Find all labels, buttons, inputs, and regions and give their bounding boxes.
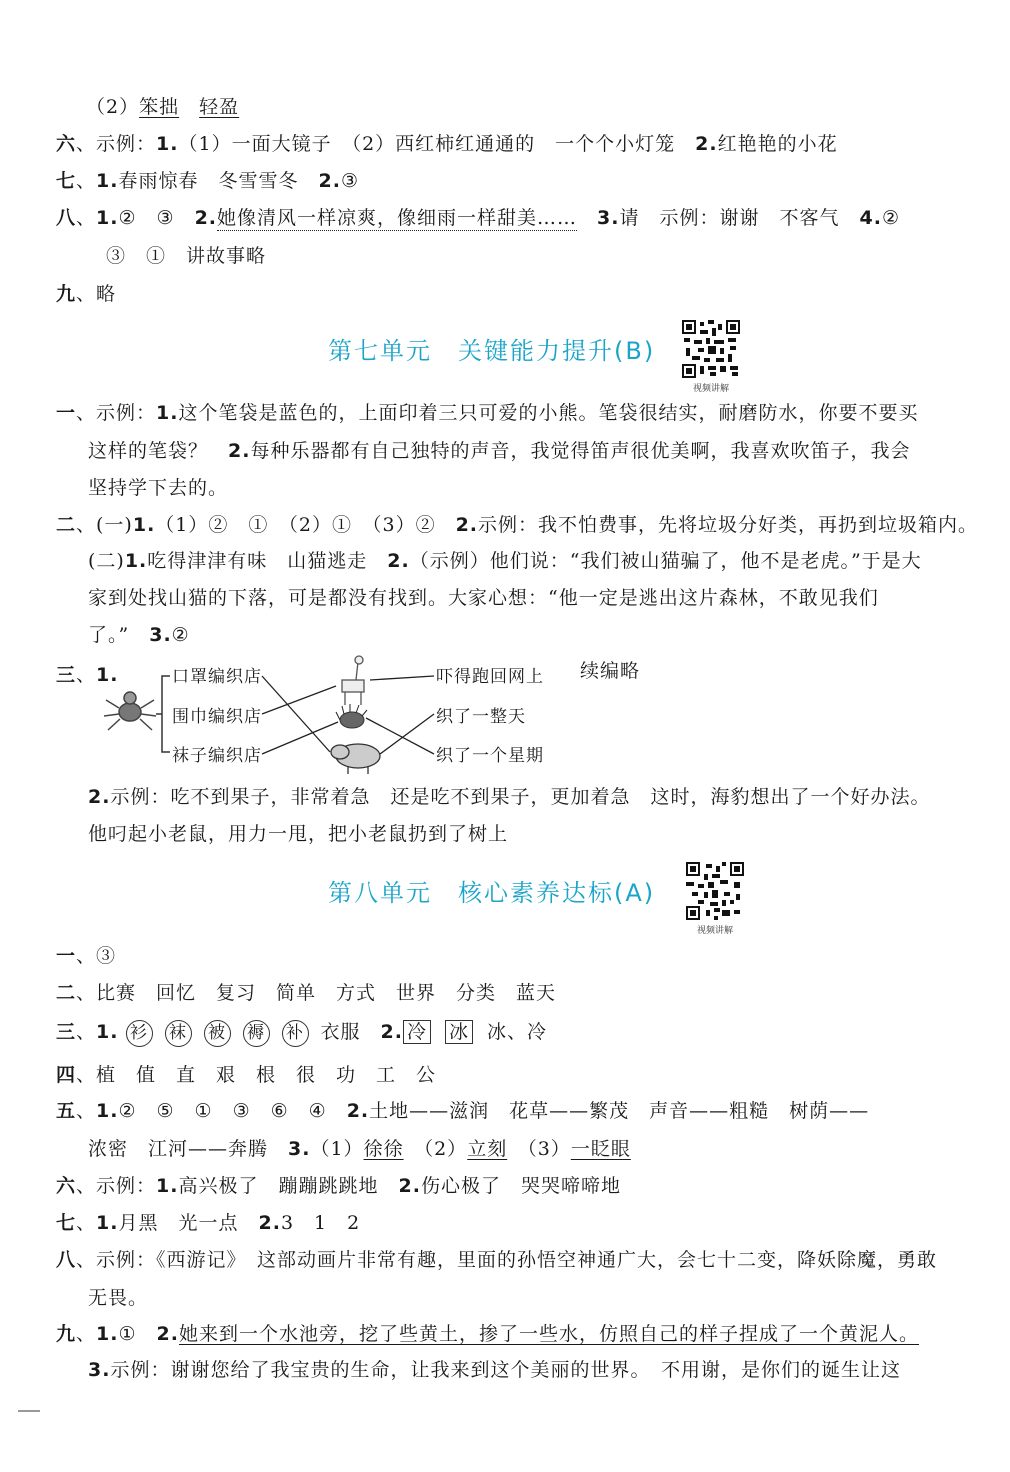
text: 3 1 2 — [280, 1212, 361, 1234]
text: 、③ — [76, 945, 117, 967]
item-number: 2. — [156, 1323, 179, 1345]
text: ② — [881, 207, 901, 229]
item-number: 1. — [96, 1100, 119, 1122]
text: 请 示例：谢谢 不客气 — [619, 207, 860, 229]
spider-icon — [104, 692, 156, 730]
item-number: 1. — [156, 402, 179, 424]
section-number: 七 — [56, 170, 77, 192]
text: 无畏。 — [88, 1287, 149, 1309]
text: 、比赛 回忆 复习 简单 方式 世界 分类 蓝天 — [76, 982, 557, 1004]
item-number: 1. — [132, 514, 156, 536]
text: 、示例： — [76, 402, 157, 424]
answer-line — [106, 243, 1010, 269]
qr-code-icon[interactable] — [686, 862, 744, 920]
answer-line — [88, 548, 1010, 574]
text: 、 — [76, 1323, 97, 1345]
text: 、略 — [76, 283, 117, 305]
diagram-label: 袜子编织店 — [172, 746, 262, 766]
circled-char: 衫 — [126, 1020, 153, 1047]
section-number: 三 — [56, 664, 77, 686]
section-number: 二 — [56, 514, 77, 536]
text: 春雨惊春 冬雪雪冬 — [118, 170, 319, 192]
text: （2） — [86, 96, 140, 118]
text: （3） — [527, 1138, 571, 1160]
text: 红艳艳的小花 — [717, 133, 838, 155]
item-number: 2. — [228, 440, 251, 462]
text: 、示例： — [76, 1175, 157, 1197]
answer-line — [88, 1285, 1010, 1311]
text: 每种乐器都有自己独特的声音，我觉得笛声很优美啊，我喜欢吹笛子，我会 — [250, 440, 911, 462]
unit-title: 第七单元 关键能力提升(B) — [328, 337, 656, 365]
qr-code-icon[interactable] — [682, 320, 740, 378]
text: 了。” — [88, 624, 150, 646]
text: 、植 值 直 艰 根 很 功 工 公 — [76, 1064, 437, 1086]
answer-line — [88, 784, 1010, 810]
item-number: 2. — [695, 133, 718, 155]
underlined-answer: 笨拙 — [139, 96, 180, 118]
giraffe-icon — [342, 656, 364, 705]
answer-line — [56, 512, 1010, 538]
item-number: 1. — [96, 1021, 119, 1043]
text: （1） — [310, 1138, 364, 1160]
text: 、 — [76, 1021, 97, 1043]
text: （示例）他们说：“我们被山猫骗了，他不是老虎。”于是大 — [409, 550, 922, 572]
text: (二) — [88, 550, 125, 572]
text — [577, 207, 597, 229]
answer-line — [88, 1136, 1010, 1162]
section-number: 八 — [56, 1249, 77, 1271]
text: 示例：吃不到果子，非常着急 还是吃不到果子，更加着急 这时，海豹想出了一个好办法。 — [110, 786, 931, 808]
text: 、(一) — [76, 514, 133, 536]
text: 吃得津津有味 山猫逃走 — [147, 550, 388, 572]
underlined-answer: 轻盈 — [199, 96, 240, 118]
answer-line — [88, 622, 1010, 648]
section-number: 一 — [56, 945, 77, 967]
answer-line — [56, 1210, 1010, 1236]
item-number: 3. — [597, 207, 620, 229]
section-number: 三 — [56, 1021, 77, 1043]
item-number: 1. — [96, 664, 119, 686]
answer-line — [56, 1062, 1010, 1088]
answer-line — [56, 168, 1010, 194]
answer-line — [88, 585, 1010, 611]
text: 这样的笔袋？ — [88, 440, 229, 462]
section-number: 六 — [56, 133, 77, 155]
underlined-answer: 一眨眼 — [570, 1138, 631, 1160]
text: 土地——滋润 花草——繁茂 声音——粗糙 树荫—— — [369, 1100, 870, 1122]
answer-line — [56, 400, 1010, 426]
section-number: 二 — [56, 982, 77, 1004]
text: 他叼起小老鼠，用力一甩，把小老鼠扔到了树上 — [88, 823, 509, 845]
qr-caption: 视频讲解 — [696, 926, 733, 936]
boxed-char: 冷 — [403, 1020, 431, 1044]
answer-line — [56, 943, 1010, 969]
section-number: 一 — [56, 402, 77, 424]
underlined-answer: 徐徐 — [363, 1138, 404, 1160]
item-number: 3. — [149, 624, 172, 646]
item-number: 3. — [88, 1359, 111, 1381]
text: ① — [118, 1323, 157, 1345]
answer-line — [56, 281, 1010, 307]
text: 伤心极了 哭哭啼啼地 — [420, 1175, 621, 1197]
text: 高兴极了 蹦蹦跳跳地 — [178, 1175, 399, 1197]
text: 浓密 江河——奔腾 — [88, 1138, 289, 1160]
text: 、示例： — [76, 133, 157, 155]
answer-line — [56, 205, 1010, 231]
text: 、 — [76, 1212, 97, 1234]
circled-char: 袜 — [165, 1020, 192, 1047]
answer-line — [88, 1357, 1010, 1383]
item-number: 1. — [156, 1175, 179, 1197]
diagram-label: 织了一整天 — [436, 707, 526, 727]
text: 示例：我不怕费事，先将垃圾分好类，再扔到垃圾箱内。 — [478, 514, 979, 536]
diagram-label: 口罩编织店 — [172, 667, 262, 687]
section-number: 九 — [56, 1323, 77, 1345]
text: 示例：谢谢您给了我宝贵的生命，让我来到这个美丽的世界。 不用谢，是你们的诞生让这 — [110, 1359, 901, 1381]
section-number: 八 — [56, 207, 77, 229]
item-number: 2. — [258, 1212, 281, 1234]
text: （1）② ① （2）① （3）② — [155, 514, 456, 536]
item-number: 1. — [156, 133, 179, 155]
section-number: 九 — [56, 283, 77, 305]
item-number: 3. — [288, 1138, 311, 1160]
answer-line — [56, 1247, 1010, 1273]
item-number: 2. — [398, 1175, 421, 1197]
diagram-note: 续编略 — [580, 660, 641, 682]
text: 坚持学下去的。 — [88, 477, 229, 499]
text: （2） — [423, 1138, 468, 1160]
text: ② — [171, 624, 190, 646]
item-number: 1. — [96, 207, 119, 229]
item-number: 2. — [194, 207, 218, 229]
underlined-answer: 她来到一个水池旁，挖了些黄土，掺了一些水，仿照自己的样子捏成了一个黄泥人。 — [178, 1323, 919, 1345]
answer-line — [88, 821, 1010, 847]
answer-line — [56, 131, 1010, 157]
circled-char: 被 — [204, 1020, 231, 1047]
answer-line — [56, 1098, 1010, 1124]
item-number: 2. — [380, 1021, 403, 1043]
item-number: 1. — [96, 1323, 119, 1345]
diagram-label: 围巾编织店 — [172, 707, 262, 727]
text: ③ ① 讲故事略 — [106, 245, 267, 267]
text: 、 — [76, 664, 97, 686]
unit-title: 第八单元 核心素养达标(A) — [328, 879, 656, 907]
text: 、 — [76, 170, 97, 192]
circled-char: 补 — [282, 1020, 309, 1047]
hedgehog-icon — [336, 704, 367, 728]
text: （1）一面大镜子 （2）西红柿红通通的 一个个小灯笼 — [178, 133, 696, 155]
item-number: 4. — [859, 207, 882, 229]
qr-caption: 视频讲解 — [692, 384, 729, 394]
text: 、示例：《西游记》 这部动画片非常有趣，里面的孙悟空神通广大，会七十二变，降妖除魔，勇敢 — [76, 1249, 938, 1271]
item-number: 2. — [318, 170, 341, 192]
text: 家到处找山猫的下落，可是都没有找到。大家心想：“他一定是逃出这片森林，不敢见我们 — [88, 587, 879, 609]
section-number: 五 — [56, 1100, 77, 1122]
answer-line — [56, 1173, 1010, 1199]
diagram-label: 织了一个星期 — [436, 746, 544, 766]
item-number: 2. — [346, 1100, 370, 1122]
underlined-answer: 立刻 — [467, 1138, 508, 1160]
answer-line — [86, 94, 1010, 120]
text: ② ⑤ ① ③ ⑥ ④ — [118, 1100, 347, 1122]
answer-line — [56, 980, 1010, 1006]
item-number: 2. — [387, 550, 410, 572]
item-number: 2. — [455, 514, 479, 536]
circled-char: 褥 — [243, 1020, 270, 1047]
text: 冰、冷 — [487, 1021, 548, 1043]
dotted-underline-answer: 她像清风一样凉爽，像细雨一样甜美…… — [217, 207, 578, 229]
text: ② ③ — [118, 207, 195, 229]
text: 这个笔袋是蓝色的，上面印着三只可爱的小熊。笔袋很结实，耐磨防水，你要不要买 — [178, 402, 919, 424]
boxed-char: 冰 — [445, 1020, 473, 1044]
text: 、 — [76, 207, 97, 229]
text: ③ — [340, 170, 359, 192]
item-number: 1. — [96, 170, 119, 192]
answer-line — [56, 1019, 1010, 1047]
item-number: 1. — [124, 550, 148, 572]
page-mark — [18, 1410, 40, 1412]
section-number: 六 — [56, 1175, 77, 1197]
item-number: 1. — [96, 1212, 119, 1234]
hippo-icon — [331, 744, 380, 774]
answer-line — [88, 475, 1010, 501]
answer-line — [56, 1321, 1010, 1347]
text: 衣服 — [320, 1021, 381, 1043]
item-number: 2. — [88, 786, 111, 808]
text: 月黑 光一点 — [118, 1212, 259, 1234]
section-number: 四 — [56, 1064, 77, 1086]
answer-line — [88, 438, 1010, 464]
section-number: 七 — [56, 1212, 77, 1234]
diagram-label: 吓得跑回网上 — [436, 667, 544, 687]
text: 、 — [76, 1100, 97, 1122]
